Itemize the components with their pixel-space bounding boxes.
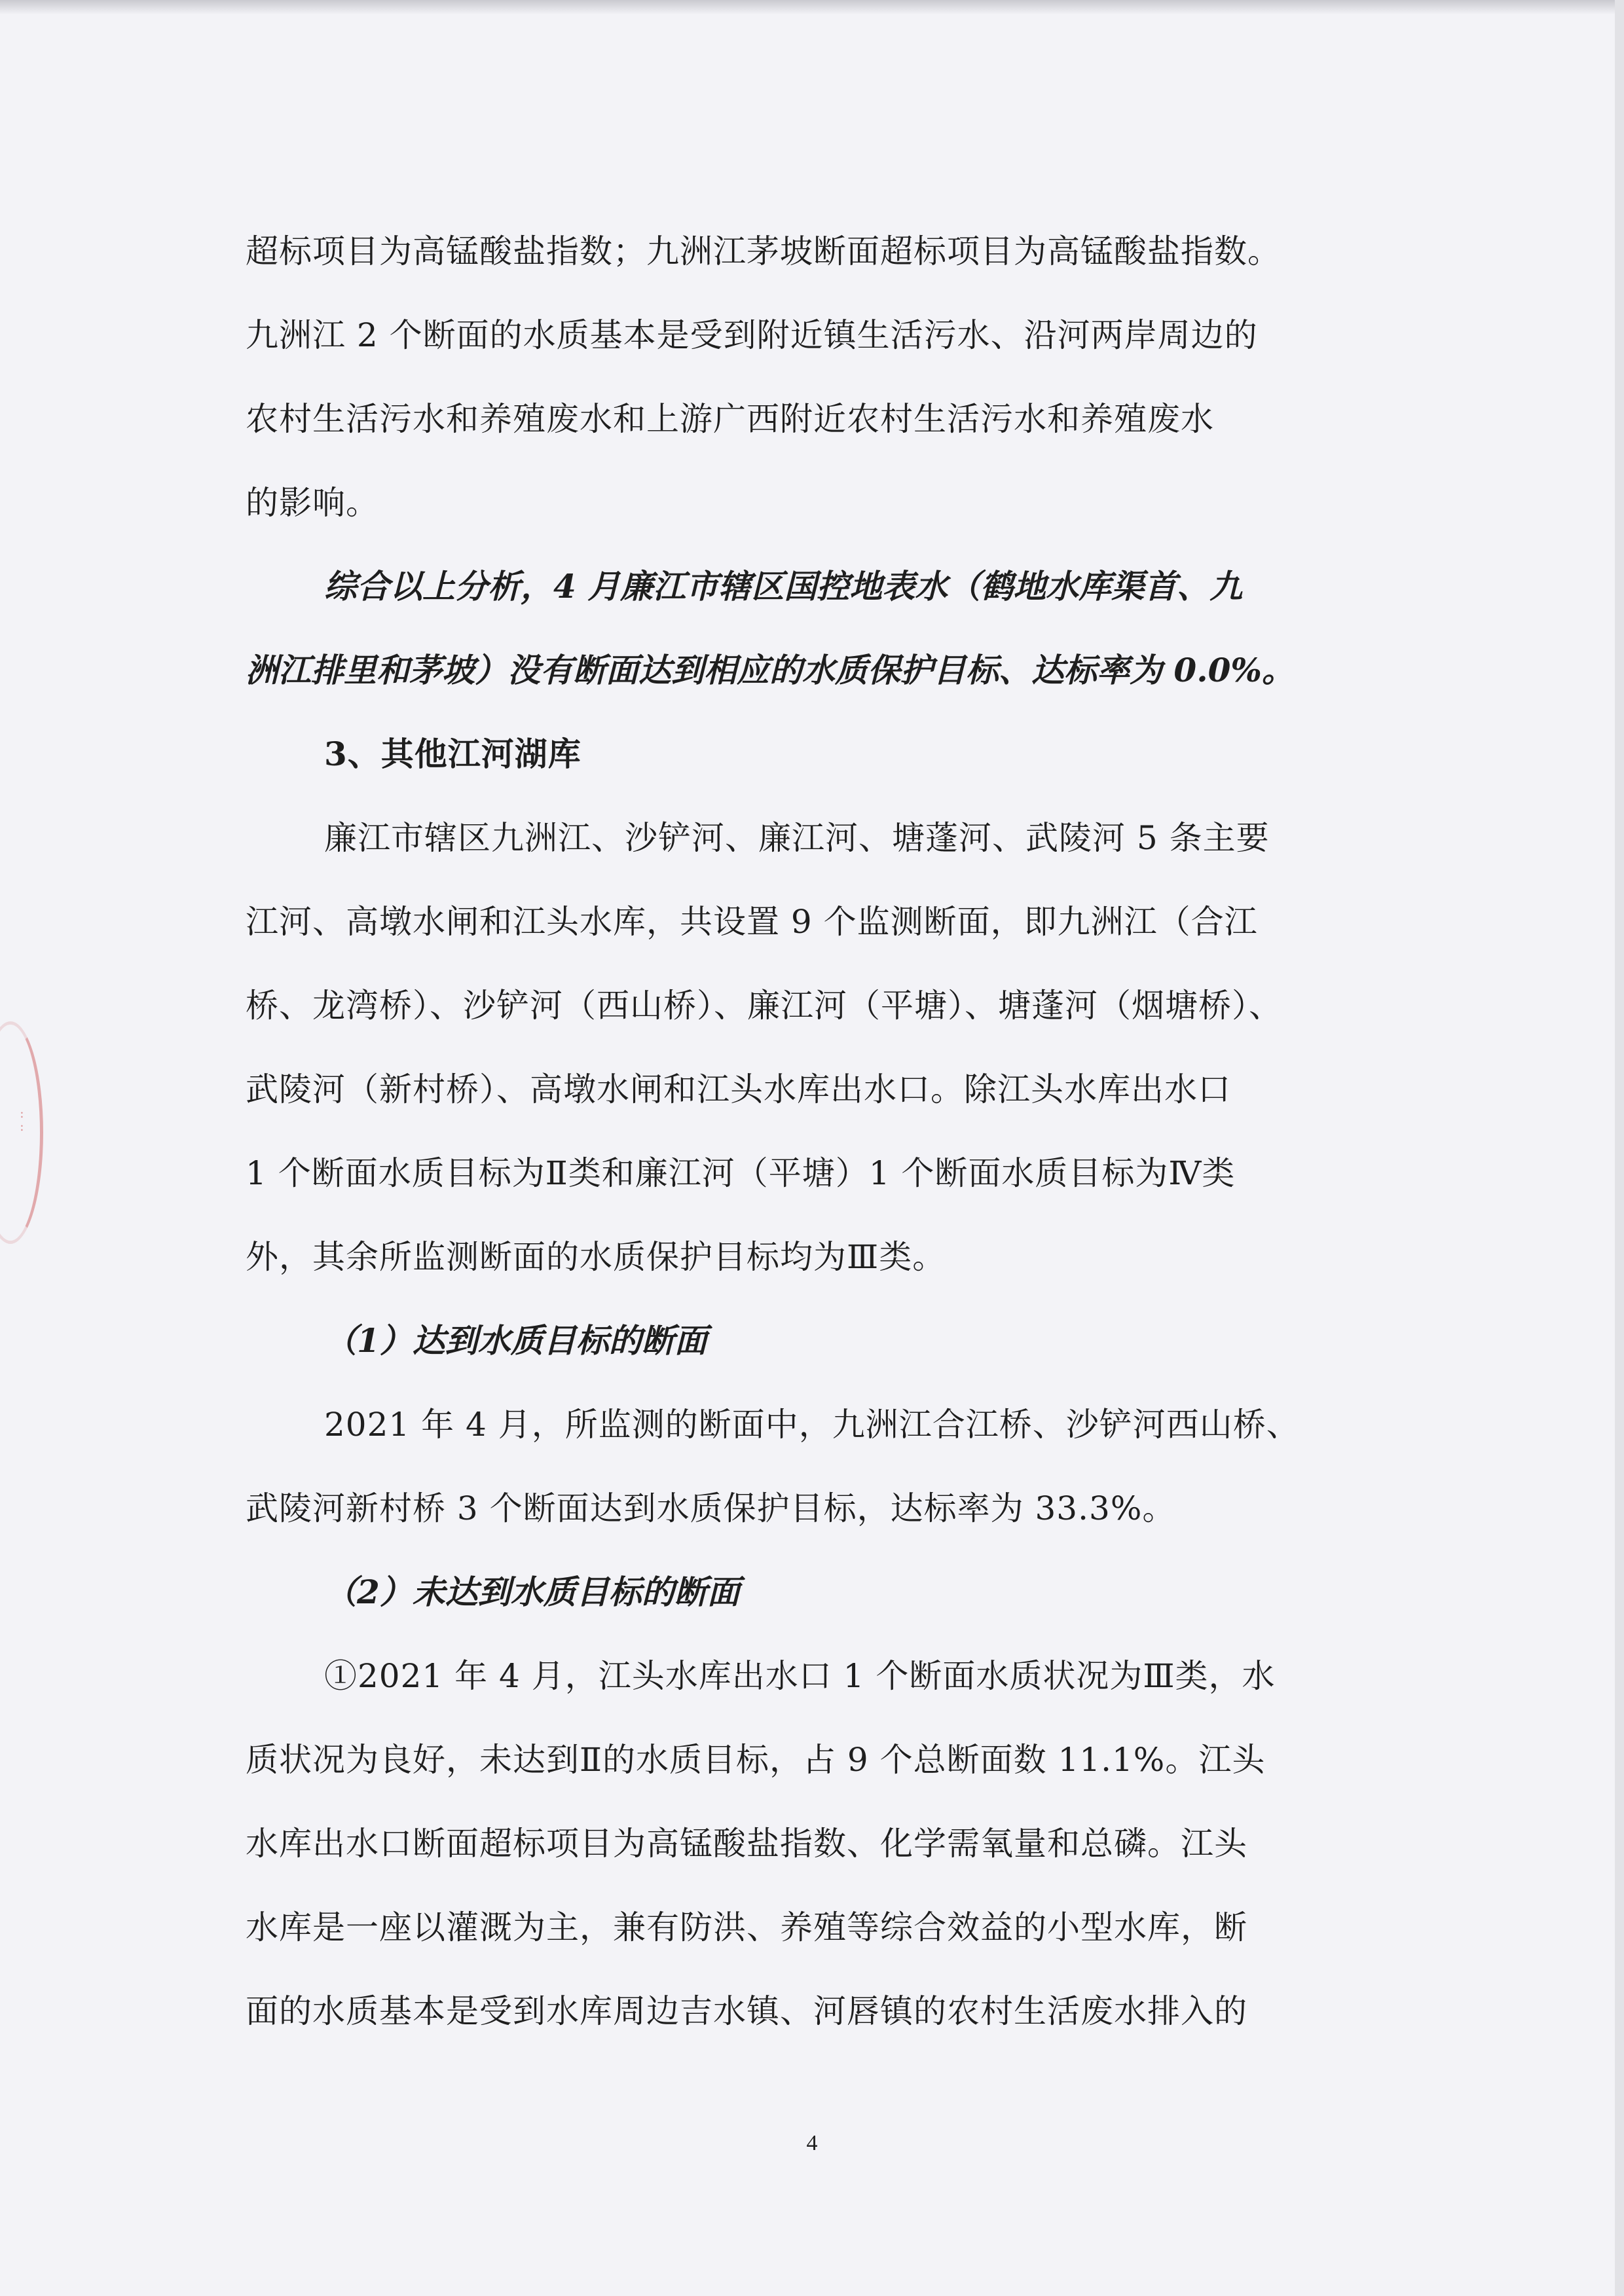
page-number: 4 — [806, 2131, 818, 2155]
subsection-heading: （1）达到水质目标的断面 — [324, 1321, 707, 1360]
subsection-heading: （2）未达到水质目标的断面 — [324, 1573, 740, 1611]
document-body — [246, 210, 1385, 2053]
text-line: 农村生活污水和养殖废水和上游广西附近农村生活污水和养殖废水 — [246, 400, 1214, 438]
text-line: 外，其余所监测断面的水质保护目标均为Ⅲ类。 — [246, 1238, 946, 1276]
text-line: 面的水质基本是受到水库周边吉水镇、河唇镇的农村生活废水排入的 — [246, 1992, 1247, 2030]
text-line: ①2021 年 4 月，江头水库出水口 1 个断面水质状况为Ⅲ类，水 — [324, 1657, 1276, 1695]
text-line: 武陵河新村桥 3 个断面达到水质保护目标，达标率为 33.3%。 — [246, 1489, 1176, 1527]
scan-right-edge — [1615, 0, 1624, 2296]
section-heading: 3、其他江河湖库 — [324, 735, 581, 773]
text-line: 江河、高墩水闸和江头水库，共设置 9 个监测断面，即九洲江（合江 — [246, 903, 1258, 941]
text-line: 超标项目为高锰酸盐指数；九洲江茅坡断面超标项目为高锰酸盐指数。 — [246, 232, 1281, 270]
scan-top-shadow — [0, 0, 1624, 14]
summary-line: 综合以上分析，4 月廉江市辖区国控地表水（鹤地水库渠首、九 — [324, 567, 1243, 606]
text-line: 桥、龙湾桥）、沙铲河（西山桥）、廉江河（平塘）、塘蓬河（烟塘桥）、 — [246, 987, 1282, 1025]
text-line: 1 个断面水质目标为Ⅱ类和廉江河（平塘）1 个断面水质目标为Ⅳ类 — [246, 1154, 1236, 1192]
text-line: 廉江市辖区九洲江、沙铲河、廉江河、塘蓬河、武陵河 5 条主要 — [324, 819, 1270, 857]
text-line: 武陵河（新村桥）、高墩水闸和江头水库出水口。除江头水库出水口 — [246, 1070, 1231, 1108]
text-line: 的影响。 — [246, 484, 379, 522]
text-line: 水库出水口断面超标项目为高锰酸盐指数、化学需氧量和总磷。江头 — [246, 1825, 1247, 1863]
text-line: 水库是一座以灌溉为主，兼有防洪、养殖等综合效益的小型水库，断 — [246, 1908, 1247, 1946]
text-line: 质状况为良好，未达到Ⅱ的水质目标，占 9 个总断面数 11.1%。江头 — [246, 1741, 1266, 1779]
summary-line: 洲江排里和茅坡）没有断面达到相应的水质保护目标、达标率为 0.0%。 — [246, 651, 1295, 689]
text-line: 九洲江 2 个断面的水质基本是受到附近镇生活污水、沿河两岸周边的 — [246, 316, 1258, 354]
seal-stamp-dots: : : — [20, 1105, 24, 1134]
text-line: 2021 年 4 月，所监测的断面中，九洲江合江桥、沙铲河西山桥、 — [324, 1406, 1300, 1444]
